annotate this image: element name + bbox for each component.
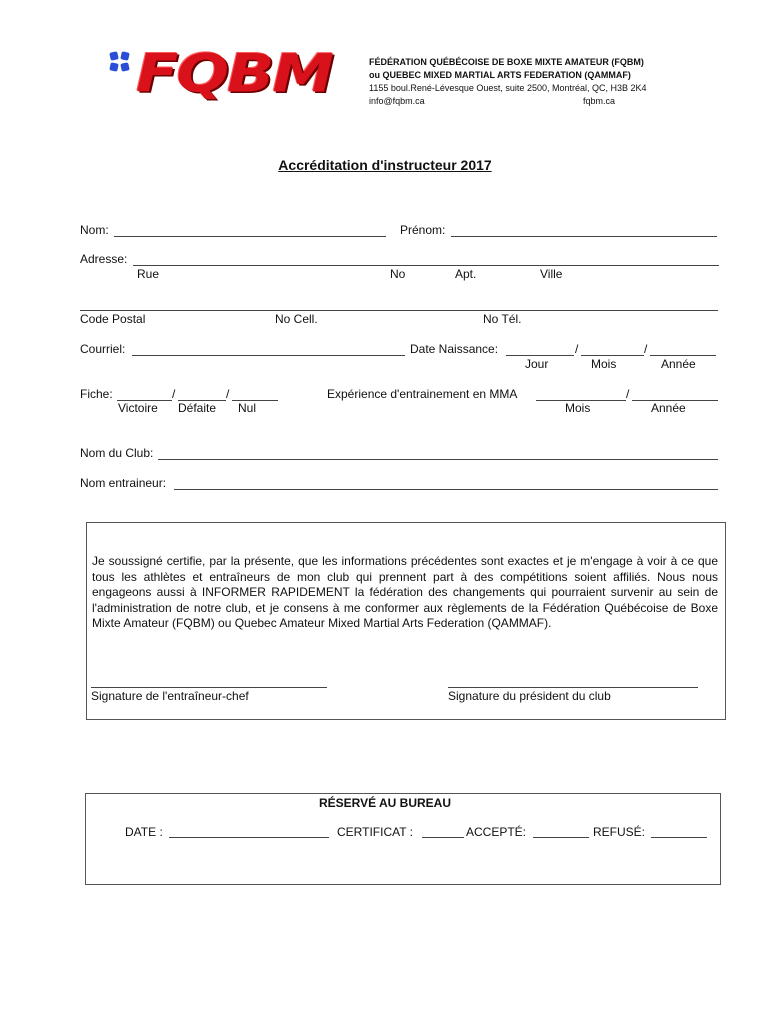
fiche-separator: /	[172, 387, 176, 401]
signature-president-label: Signature du président du club	[448, 689, 611, 703]
adresse-field[interactable]	[133, 265, 719, 266]
mois-field[interactable]	[581, 355, 644, 356]
logo-wordmark: FQBM	[136, 42, 333, 105]
victoire-label: Victoire	[118, 401, 158, 415]
entraineur-field[interactable]	[174, 489, 718, 490]
jour-label: Jour	[525, 357, 549, 371]
signature-coach-field[interactable]	[91, 687, 327, 688]
courriel-label: Courriel:	[80, 342, 126, 356]
no-tel-label: No Tél.	[483, 312, 522, 326]
certificat-label: CERTIFICAT :	[337, 825, 414, 839]
experience-separator: /	[626, 387, 630, 401]
experience-label: Expérience d'entrainement en MMA	[327, 387, 518, 401]
refuse-field[interactable]	[651, 837, 707, 838]
club-label: Nom du Club:	[80, 446, 154, 460]
no-cell-label: No Cell.	[275, 312, 318, 326]
experience-mois-label: Mois	[565, 401, 591, 415]
certificat-field[interactable]	[422, 837, 464, 838]
entraineur-label: Nom entraineur:	[80, 476, 167, 490]
prenom-field[interactable]	[451, 236, 717, 237]
signature-coach-label: Signature de l'entraîneur-chef	[91, 689, 249, 703]
org-email[interactable]: info@fqbm.ca	[369, 96, 425, 106]
courriel-field[interactable]	[132, 355, 405, 356]
jour-field[interactable]	[506, 355, 574, 356]
mois-label: Mois	[591, 357, 617, 371]
office-use-title: RÉSERVÉ AU BUREAU	[318, 796, 452, 810]
org-website[interactable]: fqbm.ca	[583, 96, 616, 106]
date-separator: /	[644, 342, 648, 356]
fiche-label: Fiche:	[80, 387, 113, 401]
accepte-label: ACCEPTÉ:	[466, 825, 527, 839]
date-label: DATE :	[125, 825, 163, 839]
experience-annee-label: Année	[651, 401, 686, 415]
apt-label: Apt.	[455, 267, 477, 281]
nul-label: Nul	[238, 401, 257, 415]
annee-field[interactable]	[650, 355, 716, 356]
org-name-fr: FÉDÉRATION QUÉBÉCOISE DE BOXE MIXTE AMATEUR (FQBM)	[369, 57, 644, 67]
code-postal-label: Code Postal	[80, 312, 146, 326]
nom-field[interactable]	[114, 236, 386, 237]
contact-field[interactable]	[80, 310, 718, 311]
federation-info	[369, 56, 647, 108]
date-naissance-label: Date Naissance:	[410, 342, 499, 356]
nom-label: Nom:	[80, 223, 109, 237]
date-separator: /	[575, 342, 579, 356]
club-field[interactable]	[158, 459, 718, 460]
org-address: 1155 boul.René-Lévesque Ouest, suite 2500, Montréal, QC, H3B 2K4	[369, 83, 647, 93]
fighters-icon	[108, 50, 134, 74]
defaite-label: Défaite	[178, 401, 217, 415]
fiche-separator: /	[226, 387, 230, 401]
date-field[interactable]	[169, 837, 329, 838]
adresse-label: Adresse:	[80, 252, 128, 266]
no-label: No	[390, 267, 406, 281]
annee-label: Année	[661, 357, 696, 371]
org-name-en: ou QUEBEC MIXED MARTIAL ARTS FEDERATION (QAMMAF)	[369, 70, 631, 80]
certification-text: Je soussigné certifie, par la présente, que les informations précédentes sont exactes et je m'engage à voir à ce que tous les athlètes et entraîneurs de mon club qui prennent part à des compétitions soient affiliés. Nous nous engageons aussi à INFORMER RAPIDEMENT la fédération des changements qui pourraient survenir au sein de l'administration de notre club, et je consens à me conformer aux règlements de la Fédération Québécoise de Boxe Mixte Amateur (FQBM) ou Quebec Amateur Mixed Martial Arts Federation (QAMMAF).	[92, 554, 718, 630]
rue-label: Rue	[137, 267, 160, 281]
ville-label: Ville	[540, 267, 563, 281]
signature-president-field[interactable]	[448, 687, 698, 688]
page-title: Accréditation d'instructeur 2017	[278, 157, 492, 173]
accepte-field[interactable]	[533, 837, 589, 838]
fqbm-logo	[108, 42, 366, 110]
prenom-label: Prénom:	[400, 223, 446, 237]
refuse-label: REFUSÉ:	[593, 825, 646, 839]
